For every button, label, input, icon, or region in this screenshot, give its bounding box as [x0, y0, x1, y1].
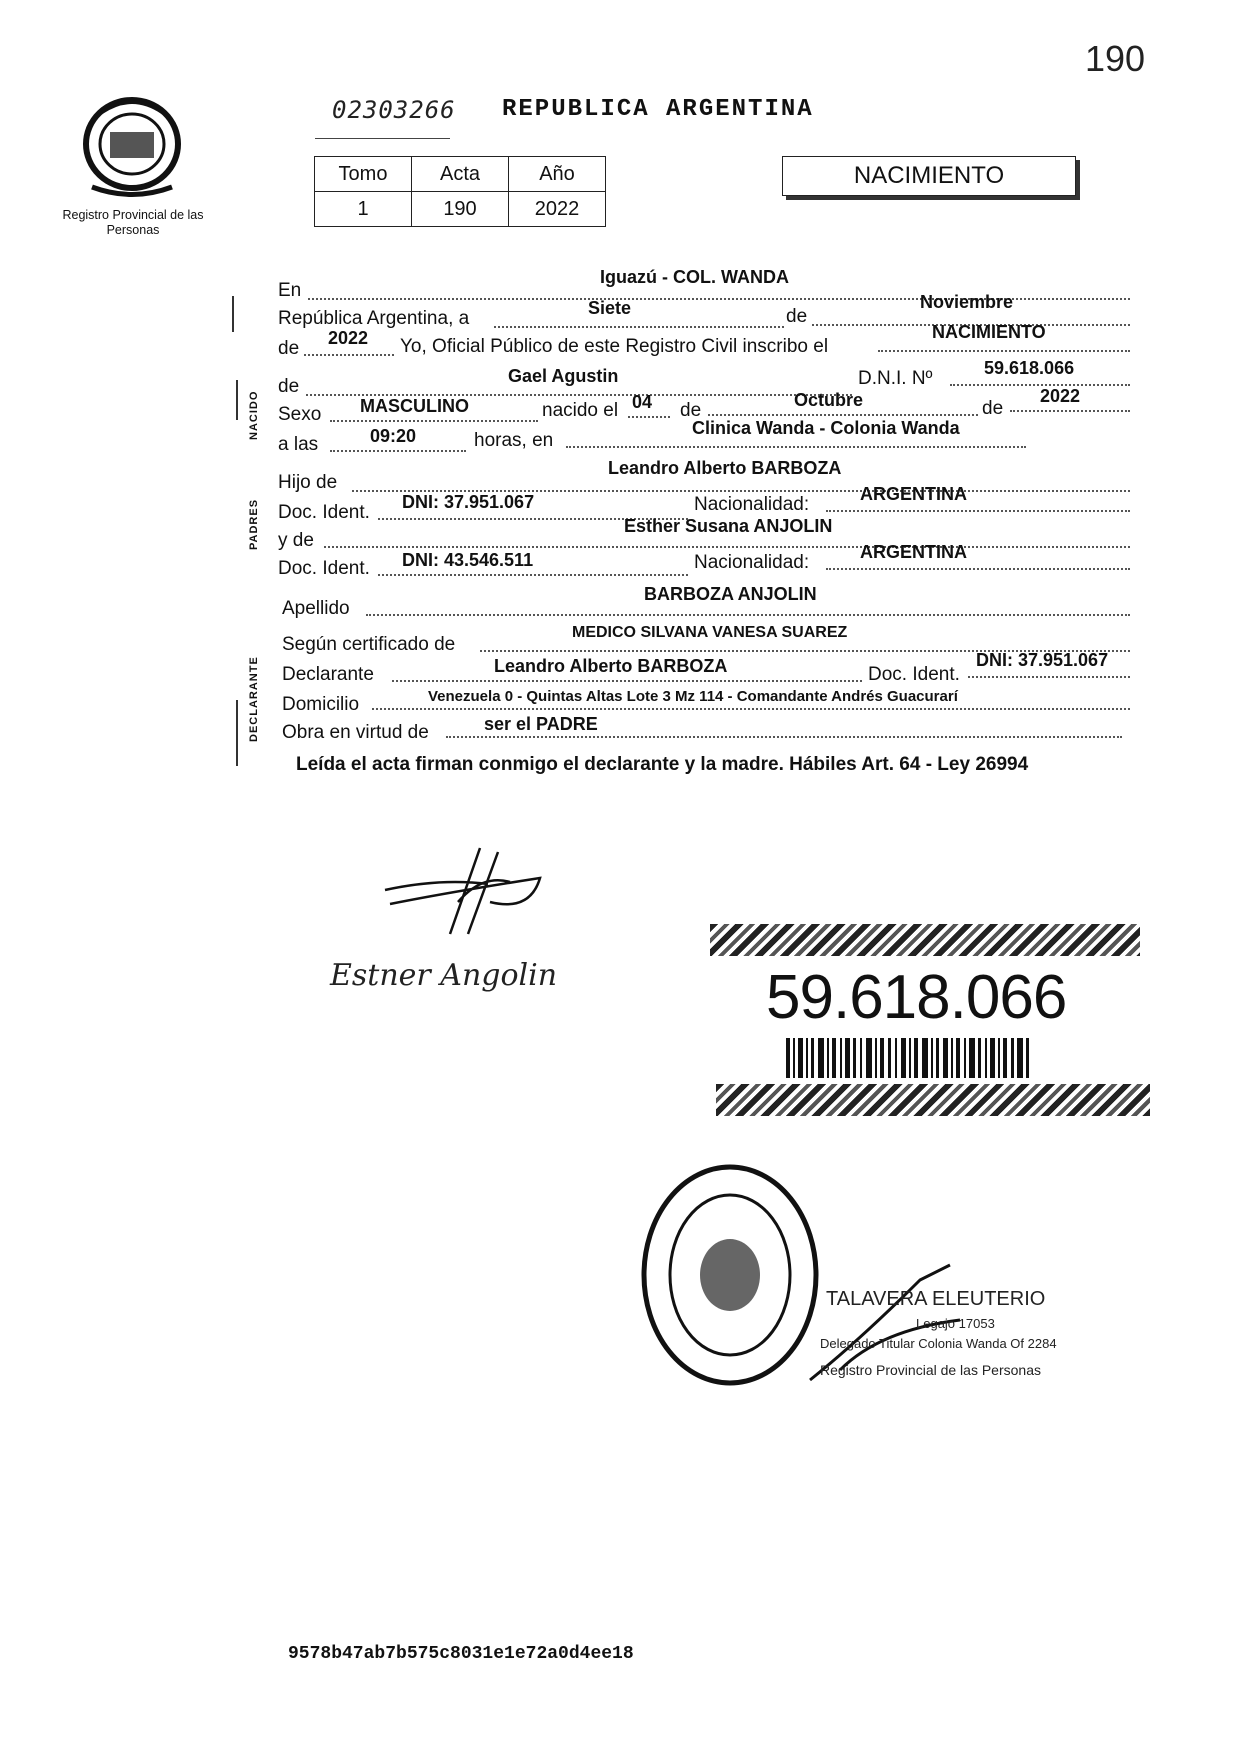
- birth-place: Clinica Wanda - Colonia Wanda: [692, 418, 960, 438]
- horas-label: horas, en: [474, 430, 554, 451]
- father-nat-label: Nacionalidad:: [694, 494, 810, 515]
- official-name: TALAVERA ELEUTERIO: [826, 1288, 1046, 1310]
- act-type-box: NACIMIENTO: [782, 156, 1076, 196]
- mother-dots: [324, 546, 1130, 548]
- year-dots: [304, 354, 394, 356]
- sexo-value: MASCULINO: [360, 396, 469, 416]
- stamp-band-bottom: [716, 1084, 1150, 1116]
- registry-name: Registro Provincial de las Personas: [62, 208, 204, 237]
- y-de-label: y de: [278, 530, 314, 551]
- provincial-seal-icon: [72, 92, 192, 202]
- declarante-value: Leandro Alberto BARBOZA: [494, 656, 728, 676]
- de-label-2: de: [278, 338, 300, 359]
- obra-value: ser el PADRE: [484, 714, 598, 734]
- declarante-dots: [392, 680, 862, 682]
- inscribo-dots: [878, 350, 1130, 352]
- time-dots: [330, 450, 466, 452]
- declarante-doc-dots: [968, 676, 1130, 678]
- birth-year: 2022: [1040, 386, 1081, 406]
- day-value: Siete: [588, 298, 632, 318]
- birth-day: 04: [632, 392, 653, 412]
- dni-label: D.N.I. Nº: [858, 368, 933, 389]
- de-label-1: de: [786, 306, 808, 327]
- mother-doc-label: Doc. Ident.: [278, 558, 370, 579]
- day-dots: [494, 326, 784, 328]
- mother-nat-label: Nacionalidad:: [694, 552, 810, 573]
- anio-header: Año: [509, 157, 606, 192]
- mother-nat-dots: [826, 568, 1130, 570]
- official-role: Delegado Titular Colonia Wanda Of 2284: [820, 1336, 1057, 1351]
- declarante-label: Declarante: [282, 664, 374, 685]
- domicilio-value: Venezuela 0 - Quintas Altas Lote 3 Mz 114 - Comandante Andrés Guacurarí: [428, 688, 958, 705]
- tomo-value: 1: [315, 192, 412, 227]
- declarant-signature-icon: [380, 842, 550, 938]
- child-dni: 59.618.066: [984, 358, 1075, 378]
- serial-underline: [315, 138, 450, 139]
- nacido-label: nacido el: [542, 400, 619, 421]
- birth-year-dots: [1010, 410, 1130, 412]
- declarante-doc-label: Doc. Ident.: [868, 664, 960, 685]
- certificado-value: MEDICO SILVANA VANESA SUAREZ: [572, 624, 848, 641]
- country-title: REPUBLICA ARGENTINA: [502, 96, 814, 123]
- tomo-header: Tomo: [315, 157, 412, 192]
- de-label-3: de: [278, 376, 300, 397]
- certificado-label: Según certificado de: [282, 634, 456, 655]
- mother-signature: Estner Angolin: [330, 958, 558, 993]
- en-label: En: [278, 280, 302, 301]
- stamp-number: 59.618.066: [766, 963, 1067, 1032]
- sexo-label: Sexo: [278, 404, 322, 425]
- barcode-icon: [786, 1038, 1032, 1078]
- page-number: 190: [1085, 38, 1146, 79]
- obra-dots: [446, 736, 1122, 738]
- de-label-4: de: [680, 400, 702, 421]
- official-registry: Registro Provincial de las Personas: [820, 1362, 1041, 1378]
- republica-label: República Argentina, a: [278, 308, 470, 329]
- year-value: 2022: [328, 328, 369, 348]
- acta-value: 190: [412, 192, 509, 227]
- domicilio-dots: [372, 708, 1130, 710]
- en-value: Iguazú - COL. WANDA: [600, 267, 789, 287]
- a-las-label: a las: [278, 434, 319, 455]
- inscribo-value: NACIMIENTO: [932, 322, 1046, 342]
- hijo-label: Hijo de: [278, 472, 338, 493]
- closing-statement: Leída el acta firman conmigo el declarante y la madre. Hábiles Art. 64 - Ley 26994: [296, 754, 1029, 775]
- stamp-band-top: [710, 924, 1140, 956]
- surname: BARBOZA ANJOLIN: [644, 584, 817, 604]
- birth-month: Octubre: [794, 390, 864, 410]
- mother-doc-dots: [378, 574, 688, 576]
- father-nationality: ARGENTINA: [860, 484, 967, 504]
- oficial-text: Yo, Oficial Público de este Registro Civil inscribo el: [400, 336, 829, 357]
- domicilio-label: Domicilio: [282, 694, 360, 715]
- sexo-dots: [330, 420, 538, 422]
- birth-time: 09:20: [370, 426, 417, 446]
- father-name: Leandro Alberto BARBOZA: [608, 458, 842, 478]
- anio-value: 2022: [509, 192, 606, 227]
- birth-day-dots: [628, 416, 670, 418]
- serial-number: 02303266: [332, 96, 456, 124]
- side-label-padres: PADRES: [248, 498, 260, 550]
- left-margin-line-3: [236, 700, 238, 766]
- place-dots: [566, 446, 1026, 448]
- apellido-dots: [366, 614, 1130, 616]
- birth-month-dots: [708, 414, 978, 416]
- register-table: [314, 156, 606, 227]
- apellido-label: Apellido: [282, 598, 350, 619]
- father-doc-label: Doc. Ident.: [278, 502, 370, 523]
- obra-label: Obra en virtud de: [282, 722, 429, 743]
- father-nat-dots: [826, 510, 1130, 512]
- de-label-5: de: [982, 398, 1004, 419]
- left-margin-line-2: [236, 380, 238, 420]
- month-value: Noviembre: [920, 292, 1014, 312]
- document-hash: 9578b47ab7b575c8031e1e72a0d4ee18: [288, 1644, 634, 1664]
- mother-doc: DNI: 43.546.511: [402, 550, 534, 570]
- child-name: Gael Agustin: [508, 366, 619, 386]
- official-seal-icon: [638, 1162, 822, 1388]
- left-margin-line-1: [232, 296, 234, 332]
- mother-nationality: ARGENTINA: [860, 542, 967, 562]
- official-legajo: Legajo 17053: [916, 1316, 995, 1331]
- mother-name: Esther Susana ANJOLIN: [624, 516, 833, 536]
- acta-header: Acta: [412, 157, 509, 192]
- father-doc: DNI: 37.951.067: [402, 492, 535, 512]
- declarante-doc: DNI: 37.951.067: [976, 650, 1109, 670]
- side-label-declarante: DECLARANTE: [248, 656, 260, 742]
- side-label-nacido: NACIDO: [248, 390, 260, 440]
